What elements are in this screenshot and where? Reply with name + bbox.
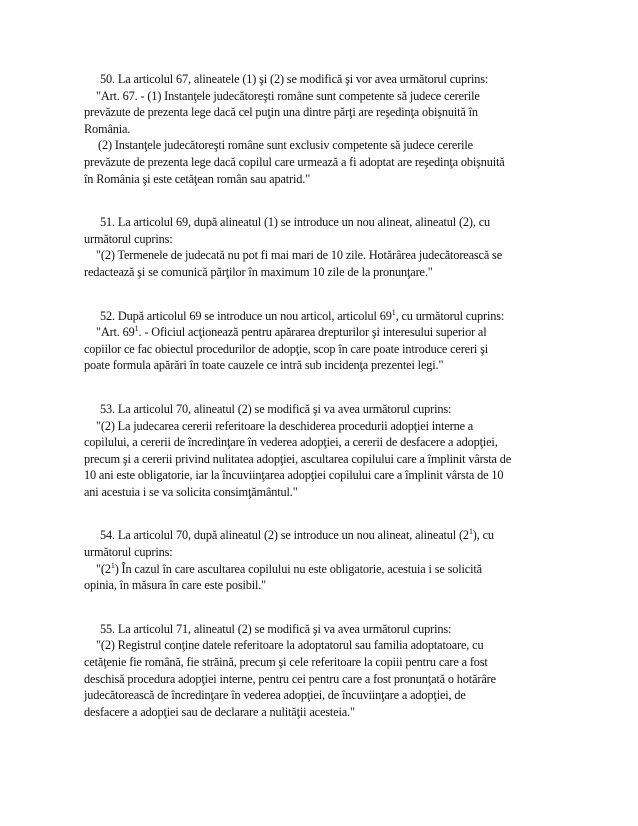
section-53-line: 10 ani este obligatorie, iar la încuviinţarea adopţiei copilului care a împlinit vârsta de 10 xyxy=(84,468,504,483)
section-54-line: opinia, în măsura în care este posibil." xyxy=(84,578,267,593)
section-52-heading-text: , cu următorul cuprins: xyxy=(395,308,505,323)
section-53-line: precum şi a cererii privind nulitatea adopţiei, ascultarea copilului care a împlinit vârsta de xyxy=(84,451,512,466)
section-51-line: redactează şi se comunică părţilor în maximum 10 zile de la pronunţare." xyxy=(84,264,433,279)
section-54-heading-text: ), cu xyxy=(472,528,494,543)
superscript: 1 xyxy=(110,560,115,570)
section-55-heading: 55. La articolul 71, alineatul (2) se modifică şi va avea următorul cuprins: xyxy=(100,621,452,636)
section-55-line: cetăţenie fie română, fie străină, precum şi cele referitoare la copiii pentru care a fost xyxy=(84,655,488,670)
section-52-line xyxy=(84,324,554,341)
section-53-line: copilului, a cererii de încredinţare în vederea adopţiei, a cererii de desfacere a adopţiei, xyxy=(84,435,498,450)
section-50-line: prevăzute de prezenta lege dacă copilul care urmează a fi adoptat are reşedinţa obişnuită xyxy=(84,154,505,169)
section-54-paragraph-text: ) În cazul în care ascultarea copilului nu este obligatorie, acestuia i se solicită xyxy=(114,561,482,576)
section-54-line xyxy=(84,561,554,578)
section-55-line: judecătorească de încredinţare în vederea adopţiei, de încuviinţare a adopţiei, de xyxy=(84,688,466,703)
section-53-line: ani acestuia i se va solicita consimţământul." xyxy=(84,484,298,499)
section-54-heading xyxy=(84,527,554,544)
section-50-line: (2) Instanţele judecătoreşti române sunt exclusiv competente să judece cererile xyxy=(98,138,473,153)
section-52-line: poate formula apărări în toate cauzele ce intră sub incidenţa prezentei legi." xyxy=(84,358,444,373)
superscript: 1 xyxy=(468,527,473,537)
superscript: 1 xyxy=(134,324,139,334)
section-52-line: copiilor ce fac obiectul procedurilor de adopţie, scop în care poate introduce cereri şi xyxy=(84,341,489,356)
section-55-line: desfacere a adopţiei sau de declarare a nulităţii acesteia." xyxy=(84,704,355,719)
section-51 xyxy=(84,214,554,280)
section-51-line: "(2) Termenele de judecată nu pot fi mai mari de 10 zile. Hotărârea judecătorească se xyxy=(96,248,502,263)
section-51-heading: 51. La articolul 69, după alineatul (1) se introduce un nou alineat, alineatul (2), cu xyxy=(100,215,491,230)
section-54-heading-text: 54. La articolul 70, după alineatul (2) se introduce un nou alineat, alineatul (2 xyxy=(100,528,469,543)
section-52 xyxy=(84,308,554,374)
section-55 xyxy=(84,621,554,721)
section-52-article-text: . - Oficiul acţionează pentru apărarea drepturilor şi interesului superior al xyxy=(138,325,487,340)
section-53 xyxy=(84,401,554,501)
section-54-line: următorul cuprins: xyxy=(84,545,173,560)
section-53-heading: 53. La articolul 70, alineatul (2) se modifică şi va avea următorul cuprins: xyxy=(100,401,452,416)
section-50-heading: 50. La articolul 67, alineatele (1) şi (2) se modifică şi vor avea următorul cuprins: xyxy=(100,72,489,86)
section-54-paragraph-text: "(2 xyxy=(96,561,111,576)
section-50 xyxy=(84,71,554,187)
section-52-article-text: "Art. 69 xyxy=(96,325,135,340)
section-55-line: "(2) Registrul conţine datele referitoare la adoptatorul sau familia adoptatoare, cu xyxy=(96,638,484,653)
document-page xyxy=(84,71,554,720)
section-50-line: prevăzute de prezenta lege dacă cel puţin una dintre părţi are reşedinţa obişnuită în xyxy=(84,105,478,120)
section-55-line: deschisă procedura adopţiei interne, pentru cei pentru care a fost pronunţată o hotărâre xyxy=(84,671,496,686)
section-50-line: în România şi este cetăţean român sau apatrid." xyxy=(84,171,311,186)
section-50-line: "Art. 67. - (1) Instanţele judecătoreşti române sunt competente să judece cererile xyxy=(96,88,480,103)
section-52-heading-text: 52. După articolul 69 se introduce un nou articol, articolul 69 xyxy=(100,308,392,323)
section-50-line: România. xyxy=(84,121,131,136)
superscript: 1 xyxy=(391,307,396,317)
section-51-line: următorul cuprins: xyxy=(84,231,173,246)
section-53-line: "(2) La judecarea cererii referitoare la deschiderea procedurii adopţiei interne a xyxy=(96,418,474,433)
section-54 xyxy=(84,527,554,593)
section-52-heading xyxy=(84,308,554,325)
